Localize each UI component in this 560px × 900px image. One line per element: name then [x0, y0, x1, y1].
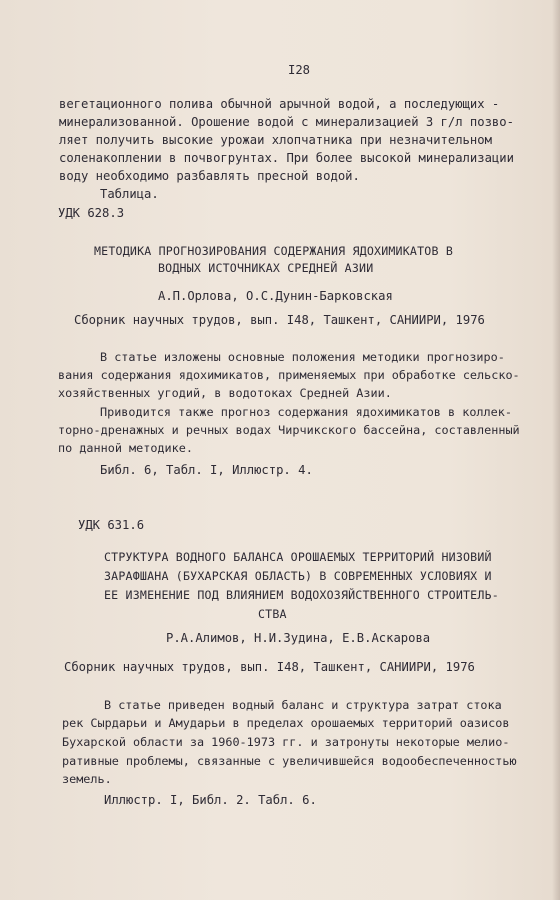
abstract-line: В статье приведен водный баланс и структура затрат стока [104, 698, 502, 712]
page-number: I28 [288, 63, 311, 77]
abstract-line: земель. [62, 772, 112, 786]
abstract-line: вания содержания ядохимикатов, применяемых при обработке сельско- [58, 368, 520, 382]
udk-code: УДК 628.3 [58, 206, 125, 220]
table-label: Таблица. [100, 187, 159, 201]
entry-source: Сборник научных трудов, вып. I48, Ташкент, САНИИРИ, 1976 [74, 313, 485, 327]
udk-code: УДК 631.6 [78, 518, 145, 532]
entry-title-line: СТРУКТУРА ВОДНОГО БАЛАНСА ОРОШАЕМЫХ ТЕРРИТОРИЙ НИЗОВИЙ [104, 550, 492, 564]
abstract-line: Приводится также прогноз содержания ядохимикатов в коллек- [100, 405, 512, 419]
abstract-line: торно-дренажных и речных водах Чирчикского бассейна, составленный [58, 423, 520, 437]
continuation-line: минерализованной. Орошение водой с минерализацией 3 г/л позво- [59, 115, 514, 129]
entry-title-line: МЕТОДИКА ПРОГНОЗИРОВАНИЯ СОДЕРЖАНИЯ ЯДОХИМИКАТОВ В [94, 244, 454, 258]
abstract-line: В статье изложены основные положения методики прогнозиро- [100, 350, 505, 364]
abstract-line: рек Сырдарьи и Амударьи в пределах орошаемых территорий оазисов [62, 716, 510, 730]
page-edge-shadow [552, 0, 560, 900]
abstract-line: по данной методике. [58, 441, 193, 455]
abstract-line: Бухарской области за 1960-1973 гг. и затронуты некоторые мелио- [62, 735, 510, 749]
entry-authors: А.П.Орлова, О.С.Дунин-Барковская [158, 289, 393, 303]
continuation-line: воду необходимо разбавлять пресной водой. [59, 169, 360, 183]
entry-title-line: ЗАРАФШАНА (БУХАРСКАЯ ОБЛАСТЬ) В СОВРЕМЕННЫХ УСЛОВИЯХ И [104, 569, 492, 583]
abstract-line: ративные проблемы, связанные с увеличившейся водообеспеченностью [62, 754, 517, 768]
entry-title-line: СТВА [258, 607, 287, 621]
entry-title-line: ЕЕ ИЗМЕНЕНИЕ ПОД ВЛИЯНИЕМ ВОДОХОЗЯЙСТВЕННОГО СТРОИТЕЛЬ- [104, 588, 499, 602]
entry-authors: Р.А.Алимов, Н.И.Зудина, Е.В.Аскарова [166, 631, 431, 645]
entry-title-line: ВОДНЫХ ИСТОЧНИКАХ СРЕДНЕЙ АЗИИ [158, 261, 374, 275]
continuation-line: вегетационного полива обычной арычной водой, а последующих - [59, 97, 500, 111]
continuation-line: соленакоплении в почвогрунтах. При более высокой минерализации [59, 151, 514, 165]
entry-source: Сборник научных трудов, вып. I48, Ташкент, САНИИРИ, 1976 [64, 660, 475, 674]
abstract-line: хозяйственных угодий, в водотоках Средней Азии. [58, 386, 392, 400]
entry-refs: Библ. 6, Табл. I, Иллюстр. 4. [100, 463, 313, 477]
continuation-line: ляет получить высокие урожаи хлопчатника при незначительном [59, 133, 492, 147]
entry-refs: Иллюстр. I, Библ. 2. Табл. 6. [104, 793, 317, 807]
